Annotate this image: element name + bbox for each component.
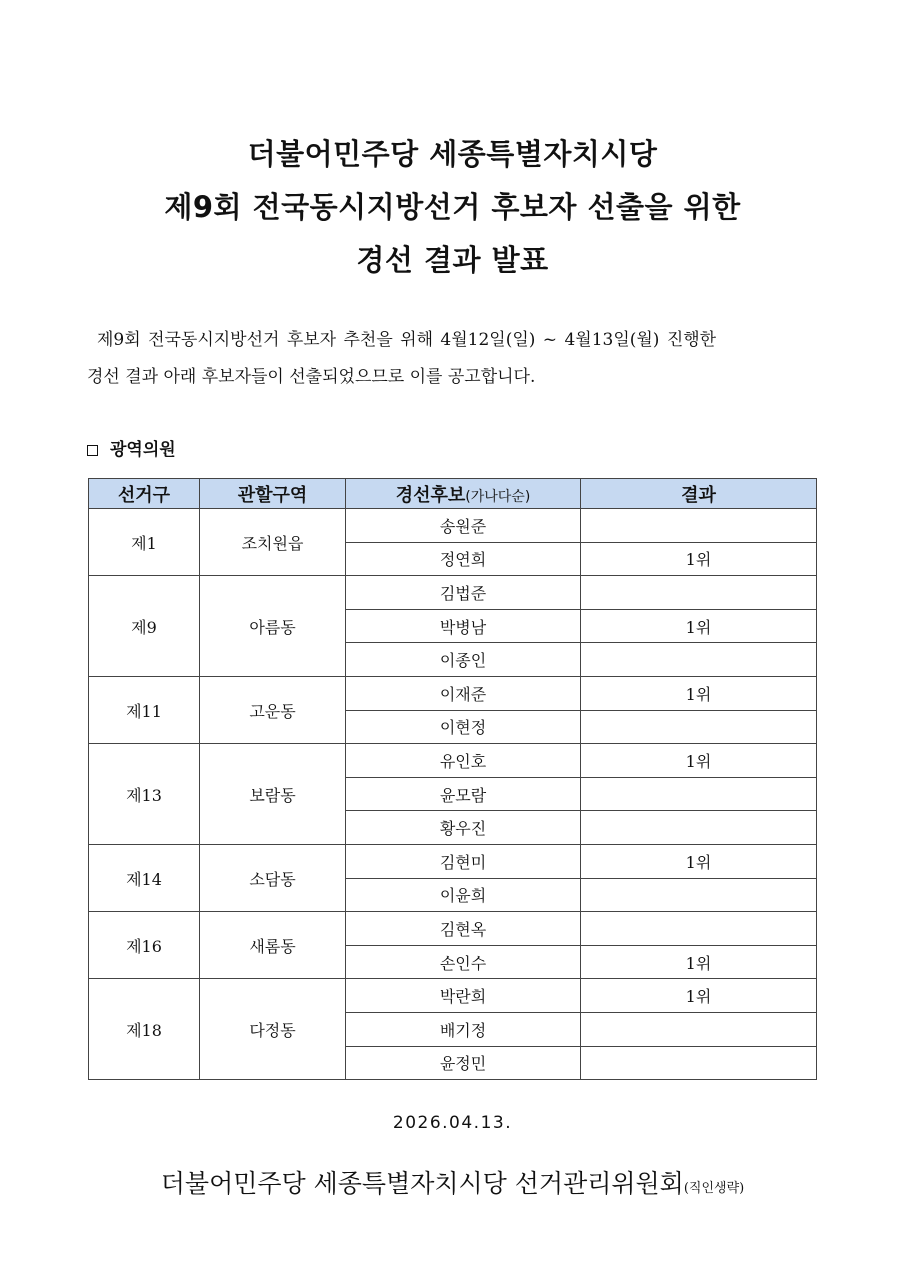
table-row: [89, 979, 817, 1013]
result-cell: [581, 509, 817, 543]
result-cell: 1위: [581, 844, 817, 878]
footer-org: 더불어민주당 세종특별자치시당 선거관리위원회: [160, 1169, 684, 1198]
area-cell: 보람동: [200, 744, 346, 845]
result-cell: [581, 643, 817, 677]
result-cell: [581, 912, 817, 946]
candidate-cell: 이현정: [346, 710, 581, 744]
candidate-cell: 윤정민: [346, 1046, 581, 1080]
area-cell: 아름동: [200, 576, 346, 677]
candidate-cell: 배기정: [346, 1012, 581, 1046]
table-header-row: [89, 479, 817, 509]
result-cell: 1위: [581, 744, 817, 778]
candidate-cell: 유인호: [346, 744, 581, 778]
candidate-cell: 정연희: [346, 542, 581, 576]
header-candidates-note: (가나다순): [465, 488, 531, 505]
result-cell: [581, 1012, 817, 1046]
candidate-cell: 박병남: [346, 609, 581, 643]
table-row: [89, 912, 817, 946]
result-cell: 1위: [581, 676, 817, 710]
district-cell: 제9: [89, 576, 200, 677]
table-row: [89, 509, 817, 543]
area-cell: 고운동: [200, 676, 346, 743]
intro-line-1: 제9회 전국동시지방선거 후보자 추천을 위해 4월12일(일) ~ 4월13일(월) 진행한: [97, 330, 717, 350]
candidate-cell: 황우진: [346, 811, 581, 845]
area-cell: 새롬동: [200, 912, 346, 979]
candidate-cell: 송원준: [346, 509, 581, 543]
result-cell: [581, 576, 817, 610]
intro-line-2: 경선 결과 아래 후보자들이 선출되었으므로 이를 공고합니다.: [87, 367, 536, 387]
result-cell: 1위: [581, 609, 817, 643]
result-cell: [581, 878, 817, 912]
header-district: 선거구: [89, 479, 200, 509]
district-cell: 제14: [89, 844, 200, 911]
candidate-cell: 김법준: [346, 576, 581, 610]
checkbox-icon: [87, 445, 98, 456]
candidate-cell: 손인수: [346, 945, 581, 979]
footer-seal-note: (직인생략): [683, 1181, 745, 1196]
result-cell: [581, 811, 817, 845]
result-cell: [581, 777, 817, 811]
results-table: [88, 478, 817, 1080]
district-cell: 제1: [89, 509, 200, 576]
result-cell: 1위: [581, 542, 817, 576]
footer-signature: [0, 1164, 905, 1200]
district-cell: 제16: [89, 912, 200, 979]
candidate-cell: 김현옥: [346, 912, 581, 946]
header-candidates-label: 경선후보: [395, 484, 466, 506]
header-result: 결과: [581, 479, 817, 509]
candidate-cell: 박란희: [346, 979, 581, 1013]
district-cell: 제13: [89, 744, 200, 845]
district-cell: 제11: [89, 676, 200, 743]
title-line-3: 경선 결과 발표: [356, 243, 549, 277]
section-heading-label: 광역의원: [110, 440, 176, 460]
result-cell: [581, 1046, 817, 1080]
area-cell: 다정동: [200, 979, 346, 1080]
header-candidates: [346, 479, 581, 509]
table-row: [89, 576, 817, 610]
header-area: 관할구역: [200, 479, 346, 509]
title-line-2: 제9회 전국동시지방선거 후보자 선출을 위한: [164, 190, 741, 224]
table-row: [89, 844, 817, 878]
candidate-cell: 이종인: [346, 643, 581, 677]
section-heading: [87, 437, 176, 463]
result-cell: [581, 710, 817, 744]
area-cell: 조치원읍: [200, 509, 346, 576]
area-cell: 소담동: [200, 844, 346, 911]
result-cell: 1위: [581, 979, 817, 1013]
table-body: [89, 509, 817, 1080]
announcement-date: 2026.04.13.: [392, 1113, 513, 1133]
title-line-1: 더불어민주당 세종특별자치시당: [247, 137, 658, 171]
table-row: [89, 744, 817, 778]
result-cell: 1위: [581, 945, 817, 979]
candidate-cell: 이윤희: [346, 878, 581, 912]
district-cell: 제18: [89, 979, 200, 1080]
intro-paragraph: [87, 322, 819, 396]
candidate-cell: 김현미: [346, 844, 581, 878]
candidate-cell: 윤모람: [346, 777, 581, 811]
candidate-cell: 이재준: [346, 676, 581, 710]
table-row: [89, 676, 817, 710]
document-title: [0, 128, 905, 287]
